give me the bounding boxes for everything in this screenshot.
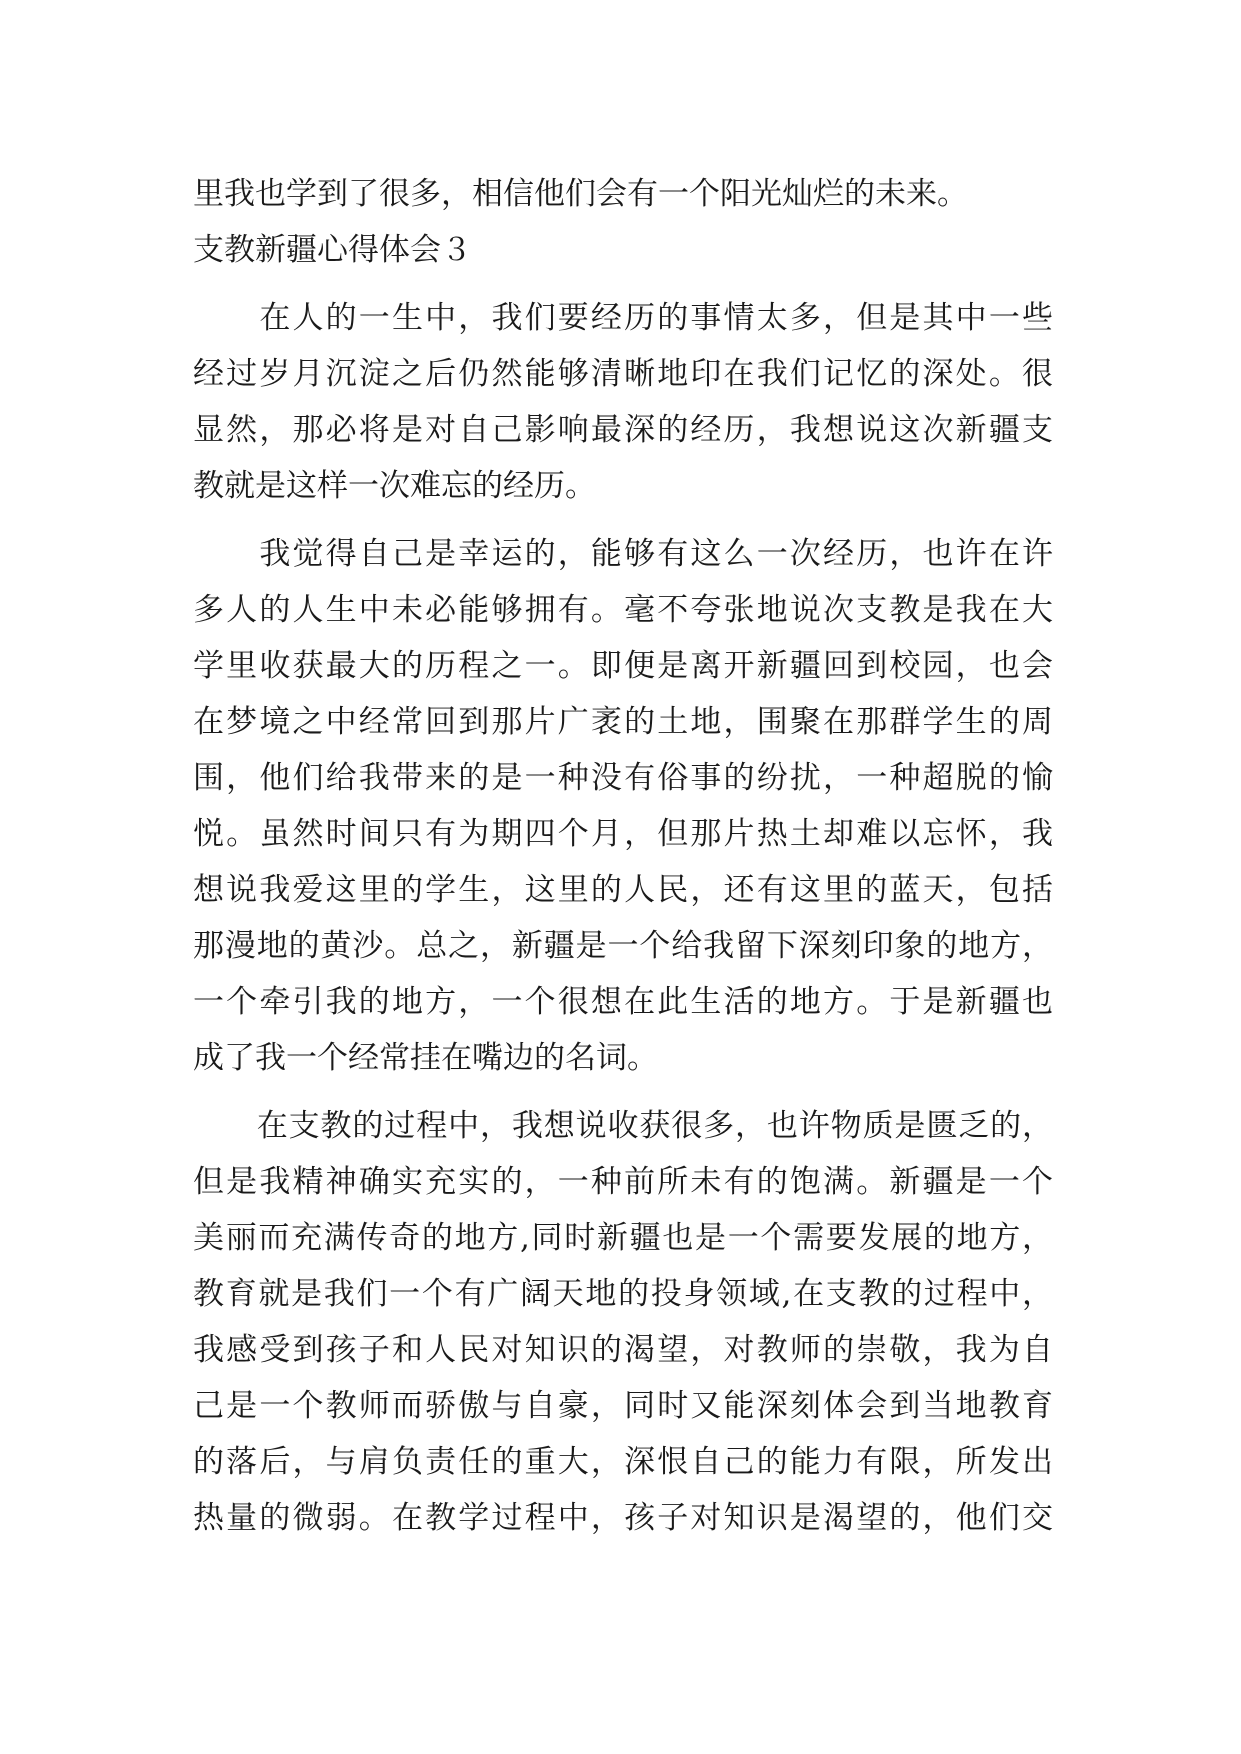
paragraph-line: 教就是这样一次难忘的经历。 xyxy=(193,468,596,504)
document-page xyxy=(193,166,1053,1558)
paragraph-line: 显然，那必将是对自己影响最深的经历，我想说这次新疆支 xyxy=(193,412,1053,448)
paragraph-3 xyxy=(193,1098,1053,1546)
paragraph-line: 成了我一个经常挂在嘴边的名词。 xyxy=(193,1040,658,1076)
section-title: 支教新疆心得体会３ xyxy=(193,232,472,268)
paragraph-2 xyxy=(193,526,1053,1086)
paragraph-line: 己是一个教师而骄傲与自豪，同时又能深刻体会到当地教育 xyxy=(193,1388,1053,1424)
paragraph-line: 学里收获最大的历程之一。即便是离开新疆回到校园，也会 xyxy=(193,648,1053,684)
paragraph-line: 的落后，与肩负责任的重大，深恨自己的能力有限，所发出 xyxy=(193,1444,1053,1480)
top-block xyxy=(193,166,1053,278)
paragraph-line: 在支教的过程中，我想说收获很多，也许物质是匮乏的， xyxy=(193,1108,1053,1144)
paragraph-line: 但是我精神确实充实的，一种前所未有的饱满。新疆是一个 xyxy=(193,1164,1053,1200)
paragraph-line: 教育就是我们一个有广阔天地的投身领域,在支教的过程中， xyxy=(193,1276,1053,1312)
paragraph-line: 在梦境之中经常回到那片广袤的土地，围聚在那群学生的周 xyxy=(193,704,1053,740)
continuation-line: 里我也学到了很多，相信他们会有一个阳光灿烂的未来。 xyxy=(193,176,968,212)
paragraph-line: 热量的微弱。在教学过程中，孩子对知识是渴望的，他们交 xyxy=(193,1500,1053,1536)
paragraph-line: 想说我爱这里的学生，这里的人民，还有这里的蓝天，包括 xyxy=(193,872,1053,908)
paragraph-line: 一个牵引我的地方，一个很想在此生活的地方。于是新疆也 xyxy=(193,984,1053,1020)
paragraph-line: 那漫地的黄沙。总之，新疆是一个给我留下深刻印象的地方， xyxy=(193,928,1053,964)
paragraph-line: 在人的一生中，我们要经历的事情太多，但是其中一些 xyxy=(193,300,1053,336)
paragraph-line: 悦。虽然时间只有为期四个月，但那片热土却难以忘怀，我 xyxy=(193,816,1053,852)
paragraph-line: 我感受到孩子和人民对知识的渴望，对教师的崇敬，我为自 xyxy=(193,1332,1053,1368)
paragraph-1 xyxy=(193,290,1053,514)
paragraph-line: 我觉得自己是幸运的，能够有这么一次经历，也许在许 xyxy=(193,536,1053,572)
paragraph-line: 美丽而充满传奇的地方,同时新疆也是一个需要发展的地方， xyxy=(193,1220,1053,1256)
paragraph-line: 围，他们给我带来的是一种没有俗事的纷扰，一种超脱的愉 xyxy=(193,760,1053,796)
paragraph-line: 多人的人生中未必能够拥有。毫不夸张地说次支教是我在大 xyxy=(193,592,1053,628)
paragraph-line: 经过岁月沉淀之后仍然能够清晰地印在我们记忆的深处。很 xyxy=(193,356,1053,392)
